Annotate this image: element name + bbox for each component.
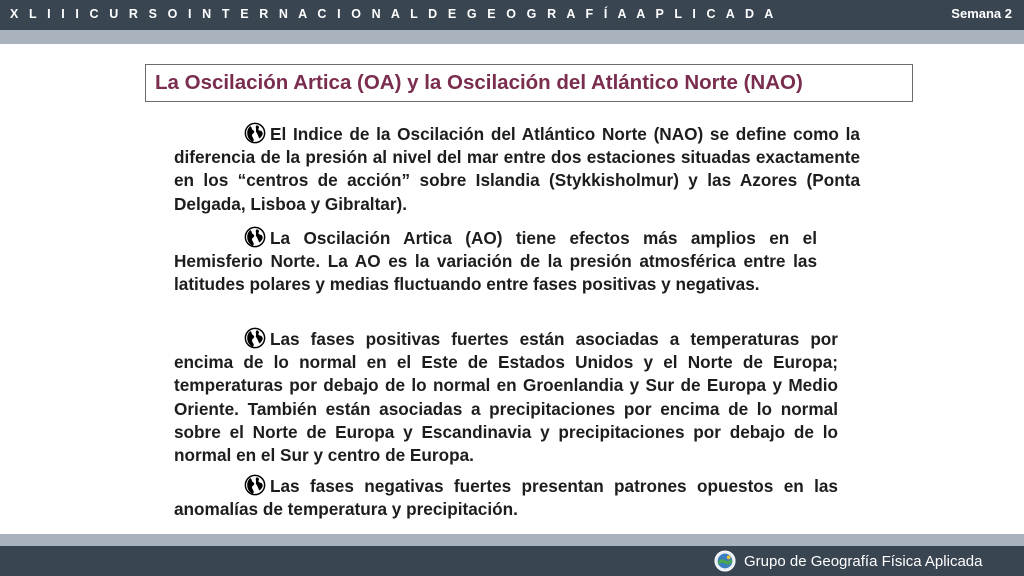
paragraph-positive-phases bbox=[174, 327, 838, 467]
paragraph-ao-text: La Oscilación Artica (AO) tiene efectos más amplios en el Hemisferio Norte. La AO es la variación de la presión atmosférica entre las latitudes polares y medias fluctuando entre fases positivas y negativas. bbox=[174, 228, 817, 295]
slide-title: La Oscilación Artica (OA) y la Oscilación del Atlántico Norte (NAO) bbox=[155, 71, 803, 94]
globe-icon bbox=[244, 122, 266, 144]
paragraph-positive-phases-text: Las fases positivas fuertes están asociadas a temperaturas por encima de lo normal en el Este de Estados Unidos y el Norte de Europa; temperaturas por debajo de lo normal en Groenlandia y Sur de Europa y Medio Oriente. También están asociadas a precipitaciones por encima de lo normal sobre el Norte de Europa y Escandinavia y precipitaciones por debajo de lo normal en el Sur y centro de Europa. bbox=[174, 329, 838, 466]
footer-bar bbox=[0, 546, 1024, 576]
slide-title-box bbox=[145, 64, 913, 102]
paragraph-nao bbox=[174, 122, 860, 216]
paragraph-ao bbox=[174, 226, 817, 297]
globe-icon bbox=[244, 474, 266, 496]
group-name: Grupo de Geografía Física Aplicada bbox=[744, 553, 983, 570]
course-title: X L I I I C U R S O I N T E R N A C I O N A L D E G E O G R A F Í A A P L I C A D A bbox=[10, 7, 777, 21]
paragraph-negative-phases-text: Las fases negativas fuertes presentan patrones opuestos en las anomalías de temperatura y precipitación. bbox=[174, 476, 838, 520]
globe-icon bbox=[244, 226, 266, 248]
group-logo-icon bbox=[714, 550, 736, 572]
paragraph-nao-text: El Indice de la Oscilación del Atlántico Norte (NAO) se define como la diferencia de la presión al nivel del mar entre dos estaciones situadas exactamente en los “centros de acción” sobre Islandia (Stykkisholmur) y las Azores (Ponta Delgada, Lisboa y Gibraltar). bbox=[174, 124, 860, 214]
globe-icon bbox=[244, 327, 266, 349]
paragraph-negative-phases bbox=[174, 474, 838, 521]
week-label: Semana 2 bbox=[951, 6, 1012, 21]
footer-stripe bbox=[0, 534, 1024, 546]
header-bar bbox=[0, 0, 1024, 30]
header-stripe bbox=[0, 30, 1024, 44]
